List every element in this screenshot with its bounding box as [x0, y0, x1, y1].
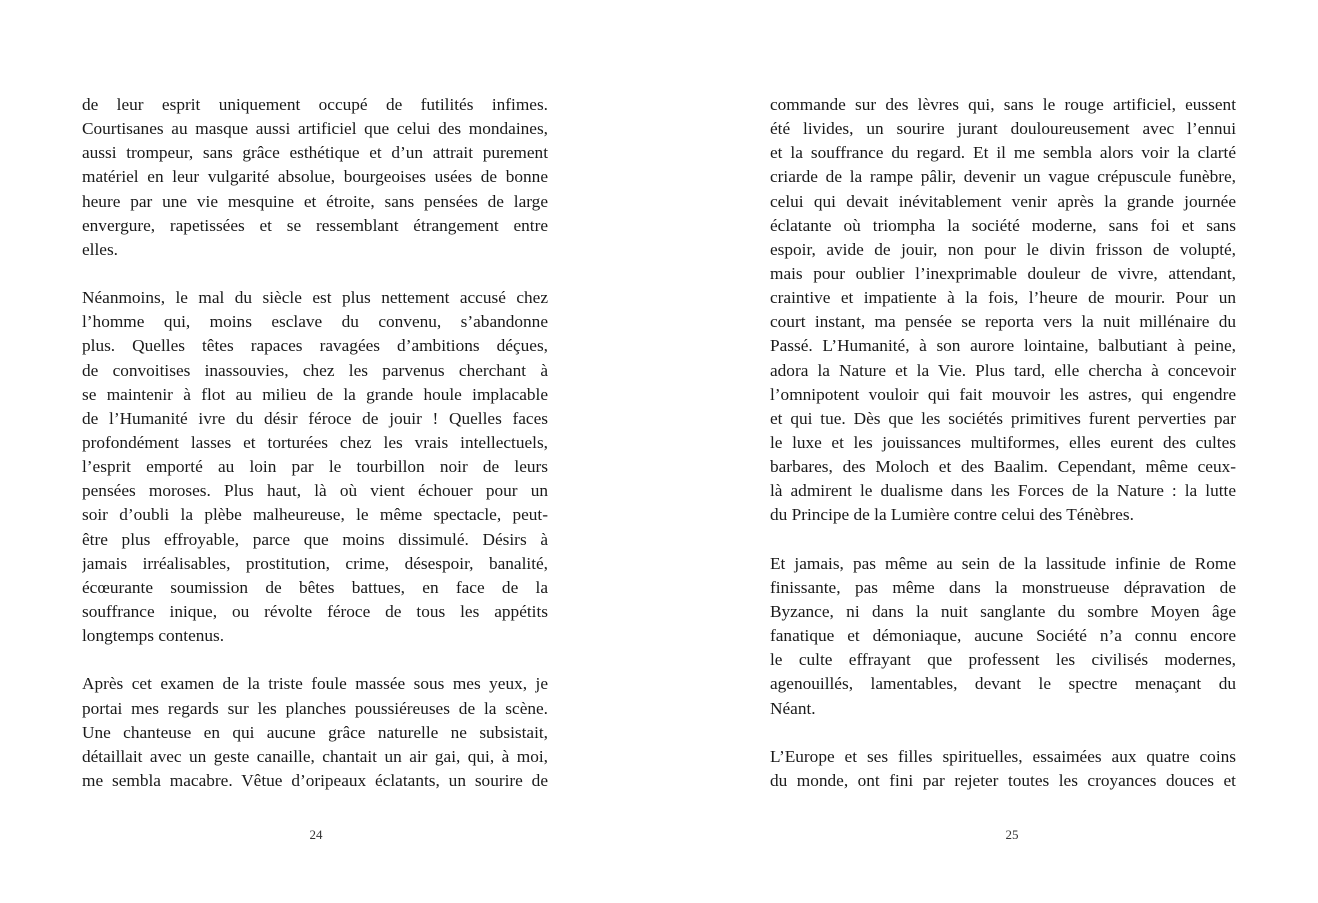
text-line: celui qui devait inévitablement venir après la grande journée [770, 191, 1236, 211]
text-line: me sembla macabre. Vêtue d’oripeaux éclatants, un sourire de [82, 770, 548, 790]
text-line: Une chanteuse en qui aucune grâce naturelle ne subsistait, [82, 722, 548, 742]
text-line: de leur esprit uniquement occupé de futilités infimes. [82, 95, 548, 114]
text-line: heure par une vie mesquine et étroite, sans pensées de large [82, 191, 548, 211]
paragraph [770, 745, 1236, 793]
paragraph [82, 93, 548, 262]
paragraph [82, 286, 548, 648]
text-line: Néanmoins, le mal du siècle est plus nettement accusé chez [82, 288, 548, 308]
text-line: aussi trompeur, sans grâce esthétique et d’un attrait purement [82, 143, 548, 163]
text-line: l’omnipotent vouloir qui fait mouvoir les astres, qui engendre [770, 384, 1236, 404]
text-line: envergure, rapetissées et se ressemblant étrangement entre [82, 215, 548, 235]
text-line: là admirent le dualisme dans les Forces de la Nature : la lutte [770, 481, 1236, 501]
text-line: l’homme qui, moins esclave du convenu, s’abandonne [82, 312, 548, 332]
text-line: Néant. [770, 698, 816, 718]
left-page-body [82, 93, 548, 817]
text-line: Après cet examen de la triste foule massée sous mes yeux, je [82, 674, 548, 694]
text-line: longtemps contenus. [82, 626, 225, 646]
text-line: et qui tue. Dès que les sociétés primitives furent perverties par [770, 408, 1236, 428]
text-line: agenouillés, lamentables, devant le spectre menaçant du [770, 674, 1236, 694]
text-line: souffrance inique, ou révolte féroce de tous les appétits [82, 601, 548, 621]
text-line: le luxe et les jouissances multiformes, elles eurent des cultes [770, 432, 1236, 452]
text-line: été livides, un sourire jurant douloureusement avec l’ennui [770, 119, 1236, 139]
text-line: adora la Nature et la Vie. Plus tard, elle chercha à concevoir [770, 360, 1236, 380]
page-number-right: 25 [1005, 827, 1019, 842]
text-line: Et jamais, pas même au sein de la lassitude infinie de Rome [770, 553, 1236, 573]
page-number-left: 24 [309, 827, 323, 842]
right-page-body [770, 93, 1236, 817]
text-line: profondément lasses et torturées chez les vrais intellectuels, [82, 432, 548, 452]
text-line: L’Europe et ses filles spirituelles, essaimées aux quatre coins [770, 746, 1236, 766]
text-line: commande sur des lèvres qui, sans le rouge artificiel, eussent [770, 95, 1236, 114]
text-line: criarde de la rampe pâlir, devenir un vague crépuscule funèbre, [770, 167, 1236, 187]
text-line: Passé. L’Humanité, à son aurore lointaine, balbutiant à peine, [770, 336, 1236, 356]
text-line: craintive et impatiente à la fois, l’heure de mourir. Pour un [770, 288, 1236, 308]
text-line: le culte effrayant que professent les civilisés modernes, [770, 650, 1236, 670]
text-line: matériel en leur vulgarité absolue, bourgeoises usées de bonne [82, 167, 548, 187]
text-line: finissante, pas même dans la monstrueuse dépravation de [770, 577, 1236, 597]
paragraph [770, 552, 1236, 721]
text-line: Courtisanes au masque aussi artificiel que celui des mondaines, [82, 119, 548, 139]
text-line: l’esprit emporté au loin par le tourbillon noir de leurs [82, 457, 548, 477]
text-line: et la souffrance du regard. Et il me sembla alors voir la clarté [770, 143, 1236, 163]
text-line: mais pour oublier l’inexprimable douleur de vivre, attendant, [770, 263, 1236, 283]
text-line: écœurante soumission de bêtes battues, en face de la [82, 577, 548, 597]
paragraph [82, 672, 548, 793]
paragraph [770, 93, 1236, 528]
text-line: soir d’oubli la plèbe malheureuse, le même spectacle, peut- [82, 505, 548, 525]
text-line: elles. [82, 239, 118, 259]
text-line: détaillait avec un geste canaille, chantait un air gai, qui, à moi, [82, 746, 548, 766]
text-line: espoir, avide de jouir, non pour le divin frisson de volupté, [770, 239, 1236, 259]
text-line: plus. Quelles têtes rapaces ravagées d’ambitions déçues, [82, 336, 548, 356]
text-line: de convoitises inassouvies, chez les parvenus cherchant à [82, 360, 548, 380]
text-line: pensées moroses. Plus haut, là où vient échouer pour un [82, 481, 548, 501]
text-line: être plus effroyable, parce que moins dissimulé. Désirs à [82, 529, 548, 549]
text-line: fanatique et démoniaque, aucune Société n’a connu encore [770, 626, 1236, 646]
text-line: barbares, des Moloch et des Baalim. Cependant, même ceux- [770, 457, 1236, 477]
text-line: de l’Humanité ivre du désir féroce de jouir ! Quelles faces [82, 408, 548, 428]
text-line: portai mes regards sur les planches poussiéreuses de la scène. [82, 698, 548, 718]
text-line: éclatante où triompha la société moderne, sans foi et sans [770, 215, 1236, 235]
text-line: jamais irréalisables, prostitution, crime, désespoir, banalité, [82, 553, 548, 573]
text-line: court instant, ma pensée se reporta vers la nuit millénaire du [770, 312, 1236, 332]
text-line: Byzance, ni dans la nuit sanglante du sombre Moyen âge [770, 601, 1236, 621]
text-line: du monde, ont fini par rejeter toutes les croyances douces et [770, 770, 1236, 790]
text-line: se maintenir à flot au milieu de la grande houle implacable [82, 384, 548, 404]
text-line: du Principe de la Lumière contre celui des Ténèbres. [770, 505, 1134, 525]
